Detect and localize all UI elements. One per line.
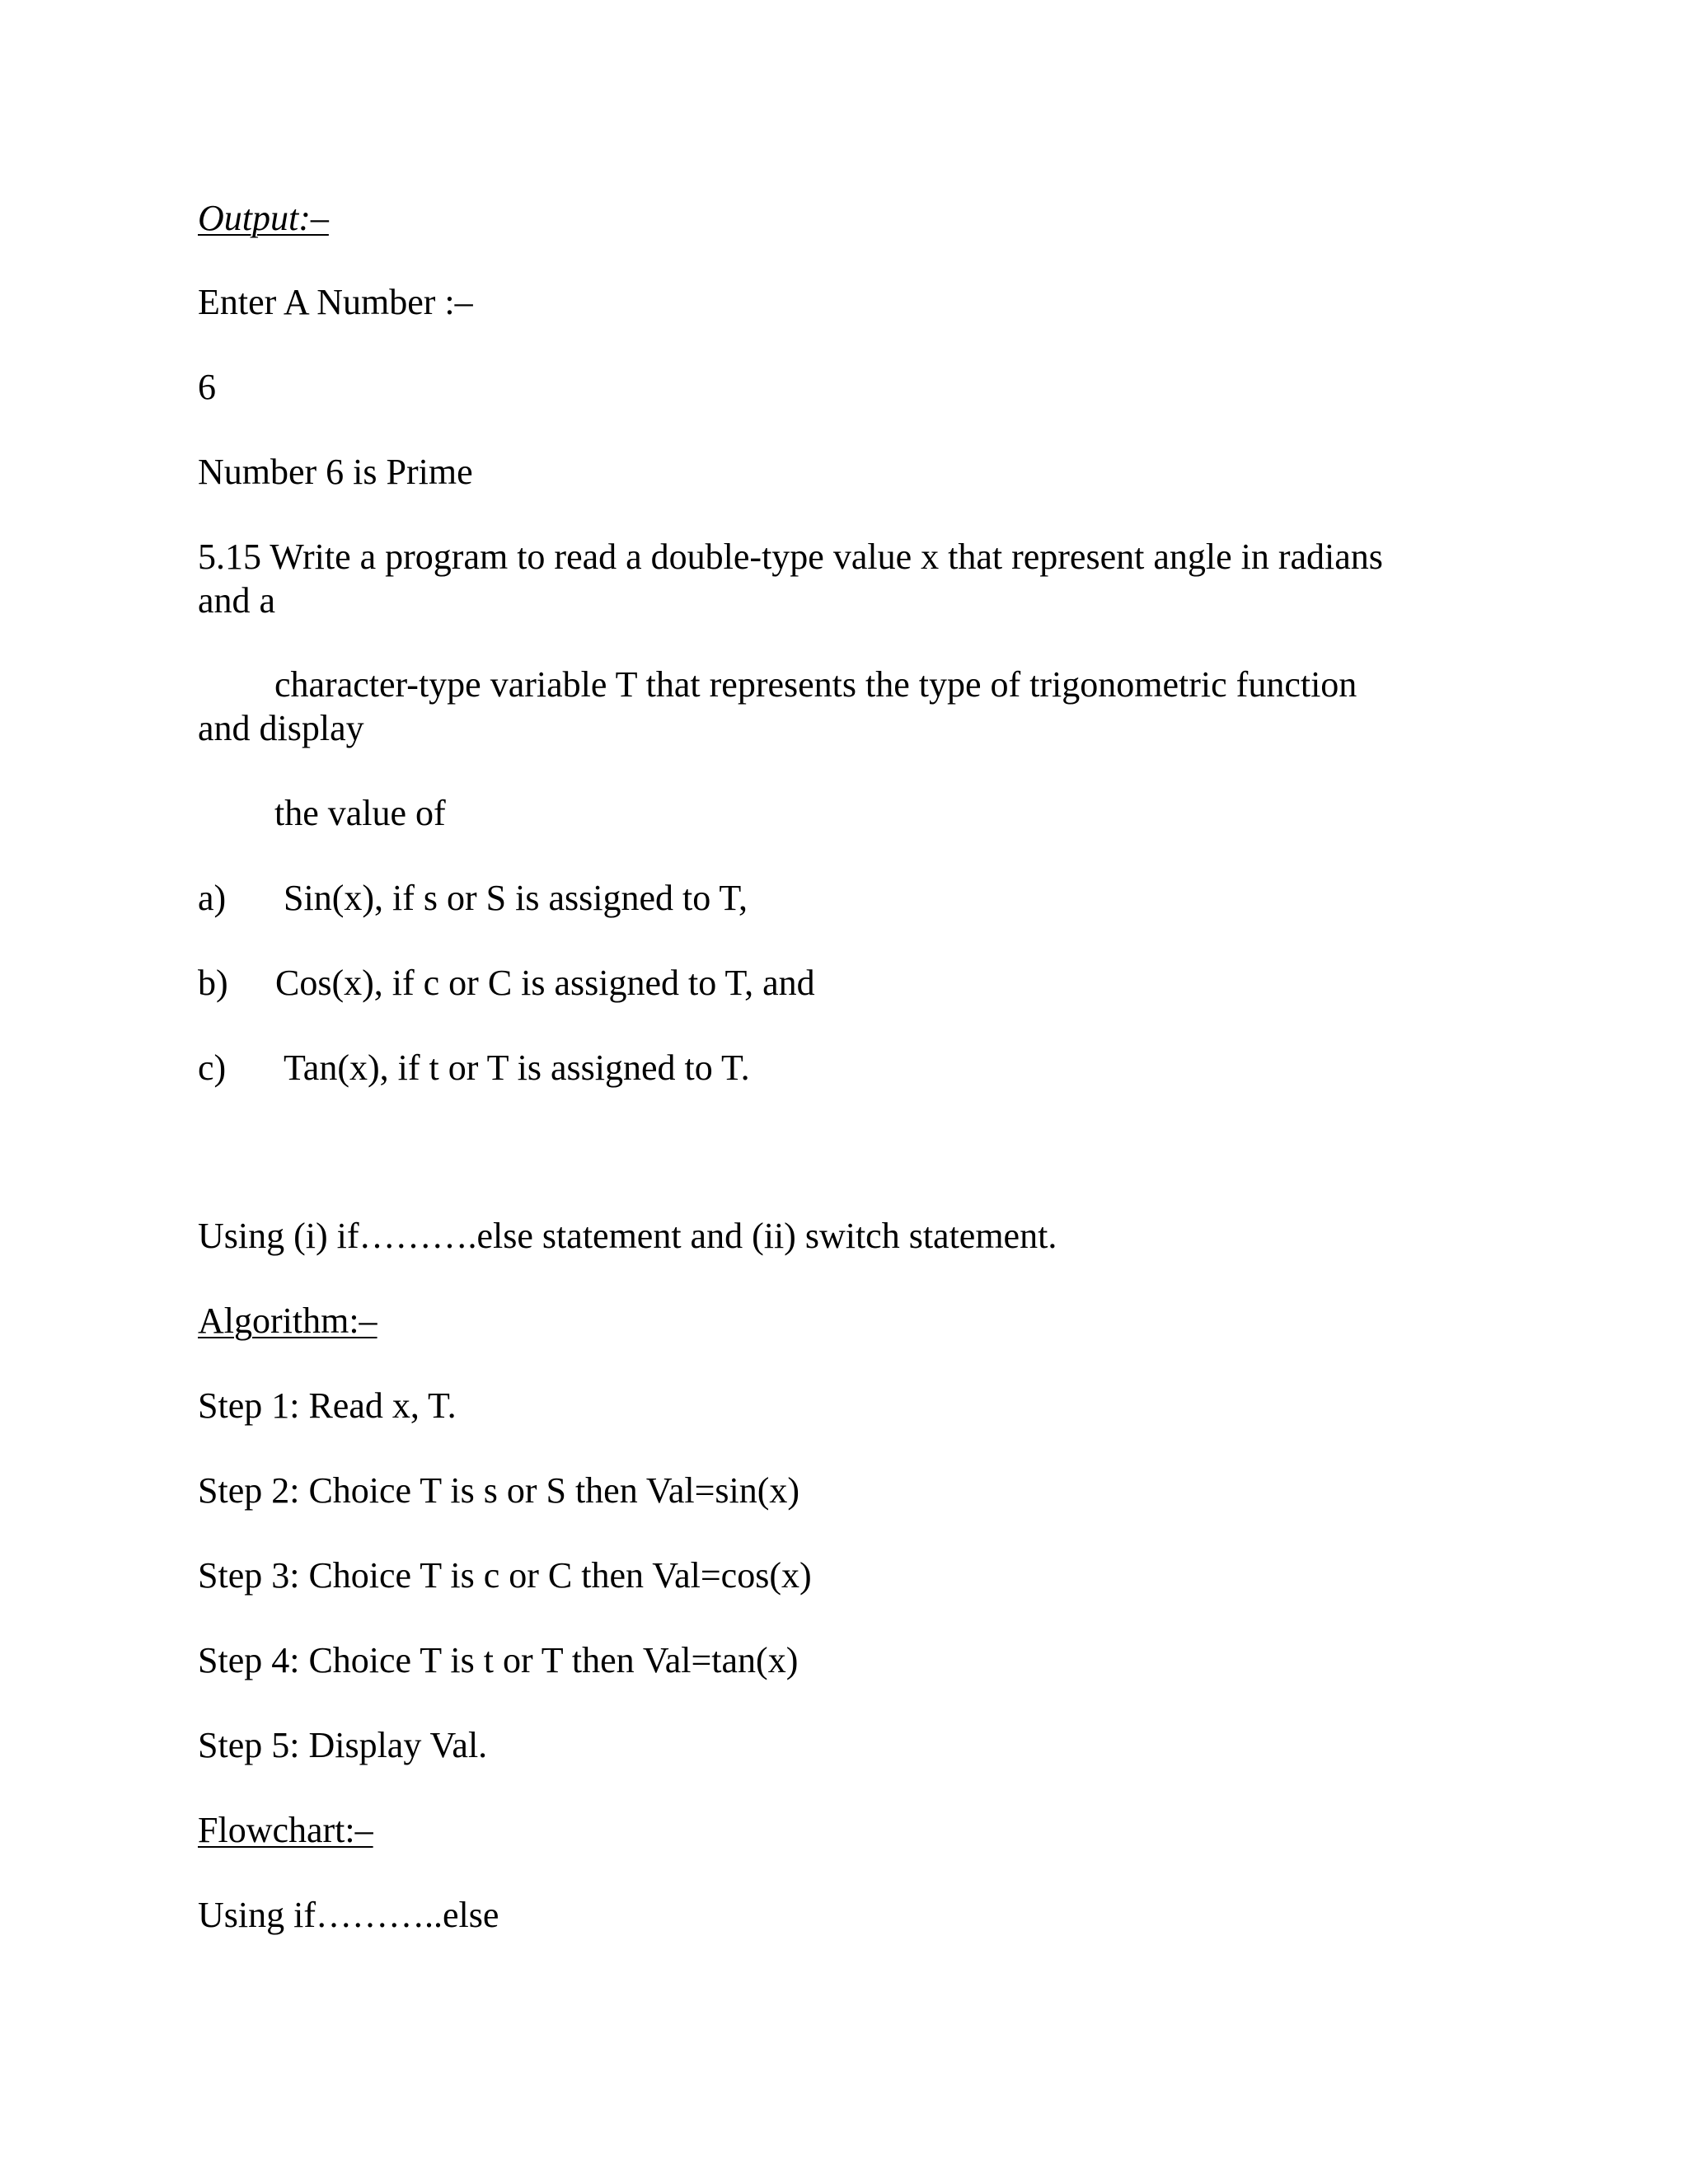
list-item-text: Tan(x), if t or T is assigned to T. (284, 1047, 750, 1088)
algorithm-step: Step 4: Choice T is t or T then Val=tan(x) (198, 1640, 799, 1680)
list-item-text: Sin(x), if s or S is assigned to T, (284, 878, 748, 918)
flowchart-heading: Flowchart:– (198, 1810, 373, 1850)
list-item-marker: c) (198, 1047, 227, 1088)
question-line: character-type variable T that represents the type of trigonometric function (274, 664, 1357, 705)
output-line: Number 6 is Prime (198, 452, 473, 492)
algorithm-heading: Algorithm:– (198, 1301, 377, 1341)
output-line: Enter A Number :– (198, 282, 473, 322)
question-line: 5.15 Write a program to read a double-type value x that represent angle in radians (198, 537, 1383, 577)
list-item-marker: a) (198, 878, 227, 918)
algorithm-step: Step 3: Choice T is c or C then Val=cos(x) (198, 1555, 812, 1596)
list-item-text: Cos(x), if c or C is assigned to T, and (275, 963, 815, 1003)
using-line: Using (i) if……….else statement and (ii) switch statement. (198, 1216, 1057, 1256)
flowchart-subline: Using if………..else (198, 1895, 499, 1935)
question-line: and a (198, 580, 276, 621)
question-line: the value of (274, 793, 446, 833)
output-heading: Output:– (198, 198, 329, 238)
algorithm-step: Step 2: Choice T is s or S then Val=sin(x) (198, 1470, 800, 1511)
algorithm-step: Step 5: Display Val. (198, 1725, 488, 1765)
question-line: and display (198, 708, 364, 748)
list-item-marker: b) (198, 963, 228, 1003)
output-line: 6 (198, 367, 216, 407)
algorithm-step: Step 1: Read x, T. (198, 1385, 457, 1426)
